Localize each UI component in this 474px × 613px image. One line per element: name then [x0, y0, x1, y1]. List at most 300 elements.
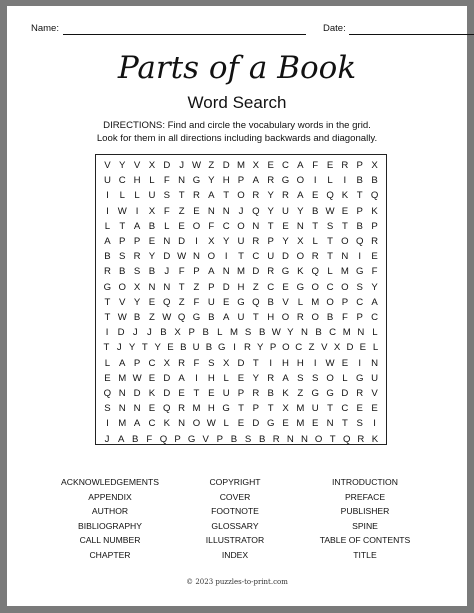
- grid-letter[interactable]: U: [282, 205, 289, 217]
- grid-letter[interactable]: C: [267, 281, 275, 293]
- grid-letter[interactable]: M: [192, 403, 201, 415]
- grid-letter[interactable]: Q: [159, 433, 168, 445]
- grid-letter[interactable]: C: [326, 281, 334, 293]
- grid-letter[interactable]: Y: [371, 281, 378, 293]
- grid-letter[interactable]: X: [208, 236, 215, 247]
- grid-letter[interactable]: L: [297, 296, 304, 308]
- grid-letter[interactable]: Y: [128, 342, 136, 354]
- grid-letter[interactable]: K: [371, 205, 378, 217]
- grid-letter[interactable]: P: [371, 220, 378, 232]
- grid-letter[interactable]: W: [325, 357, 335, 369]
- grid-letter[interactable]: S: [244, 433, 252, 445]
- grid-letter[interactable]: U: [192, 342, 200, 354]
- grid-letter[interactable]: O: [311, 312, 319, 323]
- grid-letter[interactable]: Y: [208, 175, 215, 187]
- grid-letter[interactable]: S: [356, 418, 363, 430]
- grid-letter[interactable]: M: [340, 266, 349, 278]
- grid-letter[interactable]: F: [312, 160, 319, 171]
- grid-letter[interactable]: A: [297, 160, 304, 171]
- grid-letter[interactable]: L: [119, 190, 125, 202]
- grid-letter[interactable]: W: [132, 372, 142, 384]
- grid-letter[interactable]: X: [371, 160, 378, 171]
- grid-letter[interactable]: L: [149, 175, 155, 187]
- grid-letter[interactable]: F: [371, 266, 378, 278]
- grid-letter[interactable]: U: [207, 296, 215, 308]
- grid-letter[interactable]: C: [118, 175, 126, 187]
- grid-letter[interactable]: N: [371, 357, 379, 369]
- grid-letter[interactable]: J: [238, 205, 244, 217]
- grid-letter[interactable]: E: [104, 372, 111, 384]
- grid-letter[interactable]: B: [148, 220, 156, 232]
- grid-letter[interactable]: D: [163, 372, 171, 384]
- grid-letter[interactable]: I: [313, 357, 317, 369]
- grid-letter[interactable]: J: [132, 327, 138, 339]
- grid-letter[interactable]: I: [195, 372, 198, 384]
- grid-letter[interactable]: B: [180, 342, 187, 354]
- grid-letter[interactable]: G: [222, 403, 230, 415]
- grid-letter[interactable]: L: [104, 357, 111, 369]
- grid-letter[interactable]: K: [148, 388, 156, 399]
- grid-letter[interactable]: G: [326, 388, 334, 399]
- grid-letter[interactable]: I: [343, 175, 347, 187]
- grid-letter[interactable]: P: [252, 403, 260, 415]
- grid-letter[interactable]: L: [327, 266, 333, 278]
- grid-letter[interactable]: E: [237, 418, 245, 430]
- grid-letter[interactable]: N: [163, 281, 171, 293]
- grid-letter[interactable]: O: [296, 251, 305, 263]
- grid-letter[interactable]: W: [177, 251, 187, 263]
- grid-letter[interactable]: W: [325, 205, 335, 217]
- grid-letter[interactable]: G: [187, 433, 196, 445]
- grid-letter[interactable]: Y: [222, 236, 230, 247]
- grid-letter[interactable]: I: [358, 357, 362, 369]
- grid-letter[interactable]: N: [296, 220, 304, 232]
- grid-letter[interactable]: R: [267, 175, 275, 187]
- grid-letter[interactable]: R: [133, 251, 141, 263]
- grid-letter[interactable]: C: [252, 251, 260, 263]
- grid-letter[interactable]: I: [373, 418, 376, 430]
- grid-letter[interactable]: K: [163, 418, 170, 430]
- grid-letter[interactable]: B: [205, 342, 213, 354]
- grid-letter[interactable]: I: [105, 327, 109, 339]
- grid-letter[interactable]: G: [103, 281, 112, 293]
- grid-letter[interactable]: R: [252, 236, 260, 247]
- grid-letter[interactable]: E: [371, 403, 378, 415]
- grid-letter[interactable]: K: [371, 433, 379, 445]
- grid-letter[interactable]: D: [252, 418, 260, 430]
- grid-letter[interactable]: G: [281, 266, 290, 278]
- grid-letter[interactable]: V: [371, 388, 378, 399]
- grid-letter[interactable]: L: [104, 220, 111, 232]
- grid-letter[interactable]: Z: [252, 281, 259, 293]
- grid-letter[interactable]: S: [244, 327, 252, 339]
- grid-letter[interactable]: I: [358, 251, 362, 263]
- grid-letter[interactable]: T: [341, 220, 348, 232]
- grid-letter[interactable]: N: [118, 403, 126, 415]
- grid-letter[interactable]: I: [106, 418, 109, 430]
- grid-letter[interactable]: C: [295, 342, 303, 354]
- grid-letter[interactable]: J: [116, 342, 122, 354]
- grid-letter[interactable]: B: [132, 433, 139, 445]
- grid-letter[interactable]: N: [286, 433, 294, 445]
- grid-letter[interactable]: B: [104, 251, 111, 263]
- grid-letter[interactable]: E: [148, 403, 156, 415]
- grid-letter[interactable]: H: [237, 281, 245, 293]
- grid-letter[interactable]: D: [163, 388, 171, 399]
- grid-letter[interactable]: P: [174, 433, 181, 445]
- grid-letter[interactable]: B: [208, 312, 215, 323]
- grid-letter[interactable]: N: [326, 418, 334, 430]
- grid-letter[interactable]: S: [119, 251, 126, 263]
- grid-letter[interactable]: Z: [178, 205, 185, 217]
- grid-letter[interactable]: R: [272, 433, 280, 445]
- grid-letter[interactable]: S: [326, 220, 334, 232]
- grid-letter[interactable]: Z: [178, 296, 185, 308]
- grid-letter[interactable]: C: [341, 403, 349, 415]
- grid-letter[interactable]: G: [311, 388, 319, 399]
- grid-letter[interactable]: M: [237, 160, 245, 171]
- grid-letter[interactable]: X: [133, 281, 141, 293]
- grid-letter[interactable]: B: [148, 266, 156, 278]
- grid-letter[interactable]: X: [222, 357, 230, 369]
- grid-letter[interactable]: D: [117, 327, 125, 339]
- grid-letter[interactable]: L: [217, 327, 223, 339]
- grid-letter[interactable]: C: [148, 357, 156, 369]
- grid-letter[interactable]: T: [104, 312, 111, 323]
- grid-letter[interactable]: P: [237, 388, 245, 399]
- grid-letter[interactable]: X: [333, 342, 341, 354]
- grid-letter[interactable]: Q: [177, 312, 186, 323]
- grid-letter[interactable]: S: [104, 403, 111, 415]
- grid-letter[interactable]: O: [282, 342, 290, 354]
- grid-letter[interactable]: P: [188, 327, 195, 339]
- grid-letter[interactable]: E: [312, 190, 319, 202]
- grid-letter[interactable]: Q: [326, 190, 334, 202]
- grid-letter[interactable]: D: [346, 342, 354, 354]
- grid-letter[interactable]: J: [146, 327, 152, 339]
- grid-letter[interactable]: Y: [297, 205, 304, 217]
- grid-letter[interactable]: T: [312, 220, 319, 232]
- grid-letter[interactable]: G: [356, 266, 364, 278]
- grid-letter[interactable]: D: [222, 281, 230, 293]
- grid-letter[interactable]: S: [163, 190, 170, 202]
- grid-letter[interactable]: T: [178, 190, 185, 202]
- grid-letter[interactable]: F: [193, 357, 200, 369]
- grid-letter[interactable]: T: [327, 251, 333, 263]
- grid-letter[interactable]: U: [267, 251, 275, 263]
- grid-letter[interactable]: N: [300, 433, 308, 445]
- grid-letter[interactable]: R: [296, 312, 304, 323]
- grid-letter[interactable]: R: [103, 266, 111, 278]
- grid-letter[interactable]: E: [148, 296, 156, 308]
- grid-letter[interactable]: F: [208, 220, 215, 232]
- grid-letter[interactable]: O: [311, 281, 319, 293]
- grid-letter[interactable]: K: [282, 388, 289, 399]
- grid-letter[interactable]: T: [267, 220, 274, 232]
- grid-letter[interactable]: Y: [133, 296, 141, 308]
- grid-letter[interactable]: U: [237, 236, 245, 247]
- grid-letter[interactable]: Q: [252, 296, 260, 308]
- grid-letter[interactable]: L: [164, 220, 170, 232]
- grid-letter[interactable]: R: [267, 372, 275, 384]
- grid-letter[interactable]: F: [163, 175, 170, 187]
- grid-letter[interactable]: E: [341, 357, 349, 369]
- grid-letter[interactable]: L: [312, 236, 318, 247]
- grid-letter[interactable]: E: [356, 403, 363, 415]
- grid-letter[interactable]: M: [296, 418, 305, 430]
- grid-letter[interactable]: D: [237, 357, 245, 369]
- grid-letter[interactable]: F: [178, 266, 185, 278]
- grid-letter[interactable]: P: [237, 175, 245, 187]
- grid-letter[interactable]: F: [193, 296, 200, 308]
- grid-letter[interactable]: X: [252, 160, 260, 171]
- grid-letter[interactable]: S: [356, 281, 363, 293]
- grid-letter[interactable]: L: [327, 175, 333, 187]
- grid-letter[interactable]: D: [222, 160, 230, 171]
- grid-letter[interactable]: A: [297, 190, 304, 202]
- grid-letter[interactable]: I: [195, 236, 198, 247]
- grid-letter[interactable]: A: [282, 372, 289, 384]
- grid-letter[interactable]: G: [218, 342, 226, 354]
- grid-letter[interactable]: O: [118, 281, 126, 293]
- grid-letter[interactable]: R: [252, 190, 260, 202]
- grid-letter[interactable]: T: [327, 236, 333, 247]
- grid-letter[interactable]: N: [207, 205, 215, 217]
- grid-letter[interactable]: Y: [257, 342, 264, 354]
- grid-letter[interactable]: D: [163, 160, 171, 171]
- grid-letter[interactable]: G: [192, 312, 201, 323]
- grid-letter[interactable]: Q: [356, 236, 364, 247]
- grid-letter[interactable]: O: [326, 372, 334, 384]
- grid-letter[interactable]: Q: [163, 403, 171, 415]
- grid-letter[interactable]: Z: [308, 342, 315, 354]
- grid-letter[interactable]: C: [356, 296, 364, 308]
- grid-letter[interactable]: E: [341, 205, 349, 217]
- grid-letter[interactable]: I: [269, 357, 272, 369]
- grid-letter[interactable]: Y: [287, 327, 294, 339]
- grid-letter[interactable]: Y: [148, 251, 156, 263]
- grid-letter[interactable]: E: [371, 251, 378, 263]
- grid-letter[interactable]: P: [341, 296, 349, 308]
- grid-letter[interactable]: P: [216, 433, 224, 445]
- grid-letter[interactable]: L: [223, 418, 229, 430]
- grid-letter[interactable]: R: [267, 266, 275, 278]
- grid-letter[interactable]: P: [356, 160, 363, 171]
- grid-letter[interactable]: B: [312, 205, 319, 217]
- grid-letter[interactable]: T: [238, 403, 244, 415]
- grid-letter[interactable]: B: [315, 327, 322, 339]
- grid-letter[interactable]: G: [356, 372, 364, 384]
- grid-letter[interactable]: X: [297, 236, 304, 247]
- grid-letter[interactable]: U: [222, 388, 230, 399]
- grid-letter[interactable]: V: [119, 296, 126, 308]
- grid-letter[interactable]: Q: [252, 205, 260, 217]
- grid-letter[interactable]: B: [133, 312, 141, 323]
- grid-letter[interactable]: A: [178, 372, 185, 384]
- grid-letter[interactable]: E: [326, 160, 334, 171]
- grid-letter[interactable]: M: [237, 266, 245, 278]
- grid-letter[interactable]: O: [341, 281, 349, 293]
- grid-letter[interactable]: R: [193, 190, 200, 202]
- grid-letter[interactable]: I: [233, 342, 236, 354]
- grid-letter[interactable]: T: [267, 403, 274, 415]
- grid-letter[interactable]: U: [311, 403, 319, 415]
- grid-letter[interactable]: G: [281, 175, 290, 187]
- grid-letter[interactable]: A: [119, 357, 126, 369]
- grid-letter[interactable]: A: [133, 220, 141, 232]
- grid-letter[interactable]: R: [252, 388, 260, 399]
- grid-letter[interactable]: K: [341, 190, 349, 202]
- grid-letter[interactable]: P: [208, 281, 215, 293]
- grid-letter[interactable]: E: [237, 372, 245, 384]
- grid-letter[interactable]: H: [207, 403, 215, 415]
- grid-letter[interactable]: E: [222, 296, 230, 308]
- grid-letter[interactable]: G: [266, 418, 275, 430]
- grid-letter[interactable]: Q: [311, 266, 319, 278]
- grid-letter[interactable]: M: [118, 418, 127, 430]
- grid-letter[interactable]: E: [178, 388, 185, 399]
- grid-letter[interactable]: S: [208, 357, 215, 369]
- grid-letter[interactable]: U: [237, 312, 245, 323]
- grid-letter[interactable]: C: [222, 220, 230, 232]
- grid-letter[interactable]: A: [252, 175, 260, 187]
- grid-letter[interactable]: N: [133, 403, 141, 415]
- grid-letter[interactable]: N: [163, 236, 171, 247]
- grid-letter[interactable]: E: [148, 372, 156, 384]
- grid-letter[interactable]: E: [359, 342, 366, 354]
- grid-letter[interactable]: T: [238, 251, 244, 263]
- grid-letter[interactable]: Q: [343, 433, 351, 445]
- grid-letter[interactable]: B: [119, 266, 126, 278]
- grid-letter[interactable]: E: [193, 205, 200, 217]
- grid-letter[interactable]: L: [372, 342, 379, 354]
- grid-letter[interactable]: A: [133, 418, 141, 430]
- grid-letter[interactable]: E: [208, 388, 215, 399]
- grid-letter[interactable]: W: [191, 160, 201, 171]
- grid-letter[interactable]: F: [163, 205, 170, 217]
- grid-letter[interactable]: D: [178, 236, 186, 247]
- grid-letter[interactable]: G: [237, 296, 245, 308]
- grid-letter[interactable]: R: [357, 433, 365, 445]
- grid-letter[interactable]: D: [133, 388, 141, 399]
- grid-letter[interactable]: E: [282, 220, 289, 232]
- grid-letter[interactable]: Z: [208, 160, 215, 171]
- grid-letter[interactable]: A: [104, 236, 111, 247]
- grid-letter[interactable]: W: [271, 327, 281, 339]
- grid-letter[interactable]: Y: [119, 160, 126, 171]
- grid-letter[interactable]: E: [282, 281, 289, 293]
- grid-letter[interactable]: O: [237, 220, 245, 232]
- grid-letter[interactable]: X: [148, 160, 156, 171]
- grid-letter[interactable]: A: [117, 433, 125, 445]
- grid-letter[interactable]: U: [371, 372, 379, 384]
- grid-letter[interactable]: N: [357, 327, 365, 339]
- grid-letter[interactable]: C: [148, 418, 156, 430]
- grid-letter[interactable]: X: [148, 205, 156, 217]
- grid-letter[interactable]: D: [282, 251, 289, 263]
- grid-letter[interactable]: H: [296, 357, 304, 369]
- grid-letter[interactable]: R: [311, 251, 319, 263]
- grid-letter[interactable]: O: [314, 433, 323, 445]
- grid-letter[interactable]: Y: [252, 372, 260, 384]
- grid-letter[interactable]: T: [252, 357, 259, 369]
- grid-letter[interactable]: V: [202, 433, 209, 445]
- grid-letter[interactable]: A: [371, 296, 378, 308]
- grid-letter[interactable]: B: [326, 312, 334, 323]
- grid-letter[interactable]: X: [163, 357, 170, 369]
- grid-letter[interactable]: D: [341, 388, 349, 399]
- grid-letter[interactable]: P: [356, 205, 363, 217]
- grid-letter[interactable]: W: [206, 418, 216, 430]
- grid-letter[interactable]: T: [104, 296, 111, 308]
- grid-letter[interactable]: R: [178, 403, 186, 415]
- grid-letter[interactable]: U: [148, 190, 156, 202]
- grid-letter[interactable]: F: [341, 312, 348, 323]
- grid-letter[interactable]: T: [223, 190, 230, 202]
- grid-letter[interactable]: O: [207, 251, 216, 263]
- grid-letter[interactable]: V: [104, 160, 111, 171]
- grid-letter[interactable]: Y: [282, 236, 289, 247]
- grid-letter[interactable]: D: [252, 266, 260, 278]
- grid-letter[interactable]: H: [207, 372, 215, 384]
- grid-letter[interactable]: P: [356, 312, 363, 323]
- grid-letter[interactable]: M: [342, 327, 351, 339]
- grid-letter[interactable]: D: [163, 251, 171, 263]
- grid-letter[interactable]: P: [133, 236, 141, 247]
- grid-letter[interactable]: B: [258, 327, 266, 339]
- grid-letter[interactable]: J: [179, 160, 185, 171]
- grid-letter[interactable]: O: [192, 418, 201, 430]
- grid-letter[interactable]: B: [356, 175, 363, 187]
- grid-letter[interactable]: T: [252, 312, 259, 323]
- grid-letter[interactable]: S: [133, 266, 141, 278]
- grid-letter[interactable]: Y: [267, 190, 274, 202]
- grid-letter[interactable]: N: [300, 327, 308, 339]
- grid-letter[interactable]: O: [341, 236, 349, 247]
- grid-letter[interactable]: B: [267, 388, 274, 399]
- grid-letter[interactable]: N: [178, 175, 186, 187]
- grid-letter[interactable]: W: [162, 312, 172, 323]
- grid-letter[interactable]: U: [103, 175, 111, 187]
- grid-letter[interactable]: B: [230, 433, 238, 445]
- grid-letter[interactable]: N: [341, 251, 349, 263]
- grid-letter[interactable]: B: [267, 296, 274, 308]
- grid-letter[interactable]: Y: [154, 342, 161, 354]
- grid-letter[interactable]: L: [223, 372, 229, 384]
- grid-letter[interactable]: T: [341, 418, 348, 430]
- grid-letter[interactable]: T: [119, 220, 126, 232]
- grid-letter[interactable]: J: [164, 266, 170, 278]
- grid-letter[interactable]: N: [222, 266, 230, 278]
- grid-letter[interactable]: E: [148, 236, 156, 247]
- grid-letter[interactable]: H: [222, 175, 230, 187]
- grid-letter[interactable]: Q: [103, 388, 112, 399]
- grid-letter[interactable]: I: [106, 205, 109, 217]
- grid-letter[interactable]: P: [267, 236, 274, 247]
- grid-letter[interactable]: M: [311, 296, 320, 308]
- grid-letter[interactable]: E: [267, 160, 274, 171]
- grid-letter[interactable]: T: [356, 190, 363, 202]
- grid-letter[interactable]: T: [103, 342, 110, 354]
- grid-letter[interactable]: O: [296, 175, 305, 187]
- grid-letter[interactable]: P: [193, 266, 200, 278]
- grid-letter[interactable]: B: [160, 327, 167, 339]
- grid-letter[interactable]: C: [371, 312, 379, 323]
- grid-letter[interactable]: S: [297, 372, 304, 384]
- grid-letter[interactable]: Z: [297, 388, 304, 399]
- grid-letter[interactable]: T: [327, 403, 333, 415]
- grid-letter[interactable]: G: [192, 175, 201, 187]
